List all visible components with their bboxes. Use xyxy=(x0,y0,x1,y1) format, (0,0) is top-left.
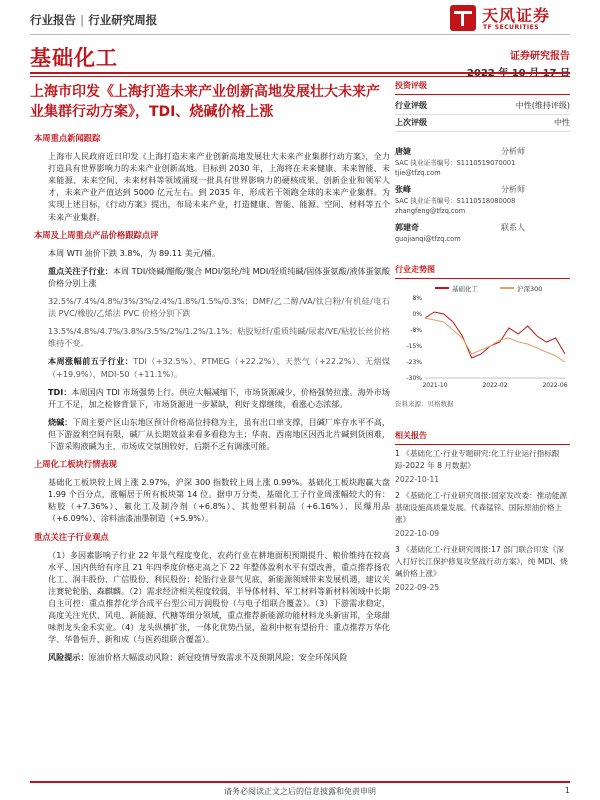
rating-value: 中性 xyxy=(554,118,570,127)
title-divider xyxy=(30,72,570,74)
sector-title: 基础化工 xyxy=(30,46,118,70)
body-paragraph xyxy=(48,295,390,319)
paragraph-lead: 重点关注子行业： xyxy=(48,265,113,276)
trend-heading: 行业走势图 xyxy=(395,264,570,279)
body-paragraph xyxy=(48,355,390,379)
paragraph-lead: 本周涨幅前五子行业： xyxy=(48,356,134,367)
body-paragraph xyxy=(48,247,390,259)
body-paragraph xyxy=(48,476,390,524)
paragraph-lead: 风险提示： xyxy=(48,652,89,663)
related-report-date: 2022-10-09 xyxy=(395,529,440,538)
analyst-list xyxy=(395,146,570,250)
body-paragraph xyxy=(48,386,390,410)
legend-label: 基础化工 xyxy=(452,285,478,293)
rating-row xyxy=(395,98,570,115)
analyst-row xyxy=(395,184,525,196)
paragraph-data: 32.5%/7.4%/4.8%/3%/3%/2.4%/1.8%/1.5%/0.3%；DMF/乙二醇/VA/钛白粉/有机硅/电石法 PVC/橡胶/乙烯法 PVC 价格分别下跌 xyxy=(48,296,390,319)
trend-chart-box xyxy=(395,264,570,410)
chart-source: 资料来源：贝格数据 xyxy=(395,400,454,408)
y-tick-label: 8% xyxy=(412,295,422,302)
paragraph-text: 本周 WTI 油价下跌 3.8%，为 89.11 美元/桶。 xyxy=(48,247,220,258)
related-heading: 相关报告 xyxy=(395,430,570,445)
x-tick-label: 2021-10 xyxy=(422,382,448,389)
paragraph-data: TDI（+32.5%）、PTMEG（+22.2%）、天然气（+22.2%）、无烟煤（+19.9%）、MDI-50（+11.1%）。 xyxy=(48,356,390,379)
related-report-title: 3 《基础化工-行业研究周报:17 部门联合印发《深入打好长江保护修复攻坚战行动方案》，纯 MDI、烧碱价格上涨》 xyxy=(395,545,568,578)
paragraph-lead: TDI： xyxy=(48,386,72,397)
analyst-row xyxy=(395,146,525,158)
paragraph-text: （1）多因素影响子行业 22 年景气程度变化，农药行业在耕地面积预期提升、粮价维持在较高水平、国内供给有序且 21 年四季度价格走高之下 22 年整体盈利水平有望改善，重点推荐扬农化工、润丰股份、广信股份、利民股份；轮胎行业景气见底，新能源领域带来发展机遇，建议关注赛轮轮胎、森麒麟。（2）需求经济相关程度较弱，半导体材料、军工材料等新材料领域中长期自主可控：重点推荐化学合成平台型公司万润股份（与电子组联合覆盖）。（3）下游需求稳定，高度关注光伏、风电、新能源、代糖等细分领域，重点推荐新能源功能材料龙头新宙邦，全球甜味剂龙头金禾实业。（4）龙头纵横扩张，一体化优势凸显，盈利中枢有望抬升：重点推荐万华化学、华鲁恒升、新和成（与医药组联合覆盖）。 xyxy=(48,549,390,645)
footer-disclaimer: 请务必阅读正文之后的信息披露和免责申明 xyxy=(224,787,376,796)
report-date: 2022 年 10 月 17 日 xyxy=(466,68,570,79)
report-body xyxy=(34,132,390,669)
section-heading: 重点关注子行业观点 xyxy=(34,531,109,542)
analyst-name: 张峰 xyxy=(395,185,411,194)
analyst-email: zhangfeng@tfzq.com xyxy=(395,207,466,215)
x-tick-label: 2022-06 xyxy=(542,382,568,389)
section-heading: 上周化工板块行情表现 xyxy=(34,459,117,470)
logo-mark-icon xyxy=(450,5,476,31)
body-paragraph xyxy=(48,549,390,646)
trend-chart xyxy=(395,282,570,392)
related-report-title: 2 《基础化工-行业研究周报:国家发改委：推动能源基础设施高质量发展。代森锰锌、国际原油价格上涨》 xyxy=(395,491,568,524)
rating-label: 行业评级 xyxy=(395,101,427,110)
page-number: 1 xyxy=(564,786,570,795)
footer-divider xyxy=(30,781,570,783)
body-paragraph xyxy=(48,265,390,289)
related-report-title: 1 《基础化工-行业专题研究:化工行业运行指标跟踪-2022 年 8 月数据》 xyxy=(395,449,560,470)
y-tick-label: -23% xyxy=(406,359,422,366)
company-logo xyxy=(450,3,570,35)
rating-heading: 投资评级 xyxy=(395,80,570,95)
y-tick-label: -30% xyxy=(406,375,422,382)
y-tick-label: -8% xyxy=(410,327,422,334)
header-divider xyxy=(30,34,570,35)
body-paragraph xyxy=(48,416,390,452)
sidebar xyxy=(395,80,570,598)
analyst-role: 分析师 xyxy=(501,147,525,156)
paragraph-text: 上海市人民政府近日印发《上海打造未来产业创新高地发展壮大未来产业集群行动方案》，全力打造具有世界影响力的未来产业创新高地。目标到 2030 年，上海将在未来健康、未来智能、未来能源、未来空间、未来材料等领域涌现一批具有世界影响力的硬核成果、创新企业和领军人才，未来产业产值达到 5000 亿元左右。到 2035 年，形成若干领跑全球的未来产业集群。为实现上述目标，《行动方案》提出，布局未来产业，打造健康、智能、能源、空间、材料等五个未来产业集群。 xyxy=(48,151,390,222)
y-tick-label: -15% xyxy=(406,343,422,350)
section-heading: 本周及上周重点产品价格跟踪点评 xyxy=(34,229,159,240)
section-heading: 本周重点新闻跟踪 xyxy=(34,133,101,143)
breadcrumb-report: 行业报告 xyxy=(30,13,76,27)
related-report-date: 2022-09-25 xyxy=(395,583,440,592)
analyst-detail: SAC 执业证书编号：S1110518080008 xyxy=(395,197,516,205)
report-type: 证券研究报告 xyxy=(510,51,570,62)
body-paragraph xyxy=(48,150,390,223)
paragraph-text: 本周国内 TDI 市场强势上行。供应大幅减缩下，市场货源减少，价格强势拉涨。海外市场开工不足，加之检修背景下，市场货源进一步紧缺，利好支撑继续，看涨心态浓郁。 xyxy=(48,386,390,409)
breadcrumb-category: 行业研究周报 xyxy=(88,13,158,27)
rating-label: 上次评级 xyxy=(395,118,427,127)
rating-value: 中性(维持评级) xyxy=(515,101,570,110)
report-title: 上海市印发《上海打造未来产业创新高地发展壮大未来产业集群行动方案》，TDI、烧碱价格上涨 xyxy=(30,84,380,120)
body-paragraph xyxy=(48,651,390,663)
rating-table xyxy=(395,98,570,132)
analyst-detail: guojianqi@tfzq.com xyxy=(395,235,461,243)
paragraph-text: 原油价格大幅波动风险；新冠疫情导致需求不及预期风险；安全环保风险 xyxy=(88,652,348,663)
related-list xyxy=(395,448,570,594)
analyst-role: 联系人 xyxy=(501,223,525,232)
breadcrumb-separator: | xyxy=(80,13,85,27)
logo-text-en: TF SECURITIES xyxy=(483,24,540,31)
paragraph-text: 下周主要产区山东地区预计价格高位持稳为主，虽有出口单支撑，目碱厂库存水平不高，但下游盈利空间有限，碱厂从长期效益来看多看稳为主；华南、西南地区因西北片碱到货困难，下游采购液碱为主，市场成交氛围较好，后期不乏有调涨可能。 xyxy=(48,416,390,451)
analyst-email: tjie@tfzq.com xyxy=(395,169,441,177)
analyst-name: 唐婕 xyxy=(395,147,411,156)
related-reports xyxy=(395,430,570,594)
paragraph-text: 本周 TDI/烧碱/醋酸/聚合 MDI/氨纶/纯 MDI/轻质纯碱/固体蛋氨酸/液体蛋氨酸价格分别上涨 xyxy=(48,265,390,288)
x-tick-label: 2022-02 xyxy=(482,382,508,389)
breadcrumb xyxy=(30,12,157,28)
rating-row xyxy=(395,115,570,132)
paragraph-data: 13.5%/4.8%/4.7%/3.8%/3.5%/2%/1.2%/1.1%；粘胶短纤/重质纯碱/尿素/VE/粘胶长丝价格维持不变。 xyxy=(48,326,390,349)
y-tick-label: 0% xyxy=(412,311,422,318)
spacer xyxy=(395,244,570,250)
related-report-date: 2022-10-11 xyxy=(395,475,440,484)
body-paragraph xyxy=(48,325,390,349)
paragraph-lead: 烧碱： xyxy=(48,416,73,427)
analyst-role: 分析师 xyxy=(501,185,525,194)
logo-text-cn: 天风证券 xyxy=(482,6,551,25)
paragraph-text: 基础化工板块较上周上涨 2.97%，沪深 300 指数较上周上涨 0.99%。基础化工板块跑赢大盘 1.99 个百分点，涨幅居于所有板块第 14 位。据申万分类，基础化工子行业周涨幅较大的有：粘胶（+7.36%）、氟化工及制冷剂（+6.8%）、其他塑料制品（+6.16%）、民爆用品（+6.09%）、涂料油漆油墨制造（+5.9%）。 xyxy=(48,477,390,524)
analyst-row xyxy=(395,222,525,234)
analyst-detail: SAC 执业证书编号：S1110519070001 xyxy=(395,159,516,167)
analyst-name: 郭建奇 xyxy=(395,223,419,232)
legend-label: 沪深300 xyxy=(517,285,543,293)
title-divider-thin xyxy=(30,76,570,77)
